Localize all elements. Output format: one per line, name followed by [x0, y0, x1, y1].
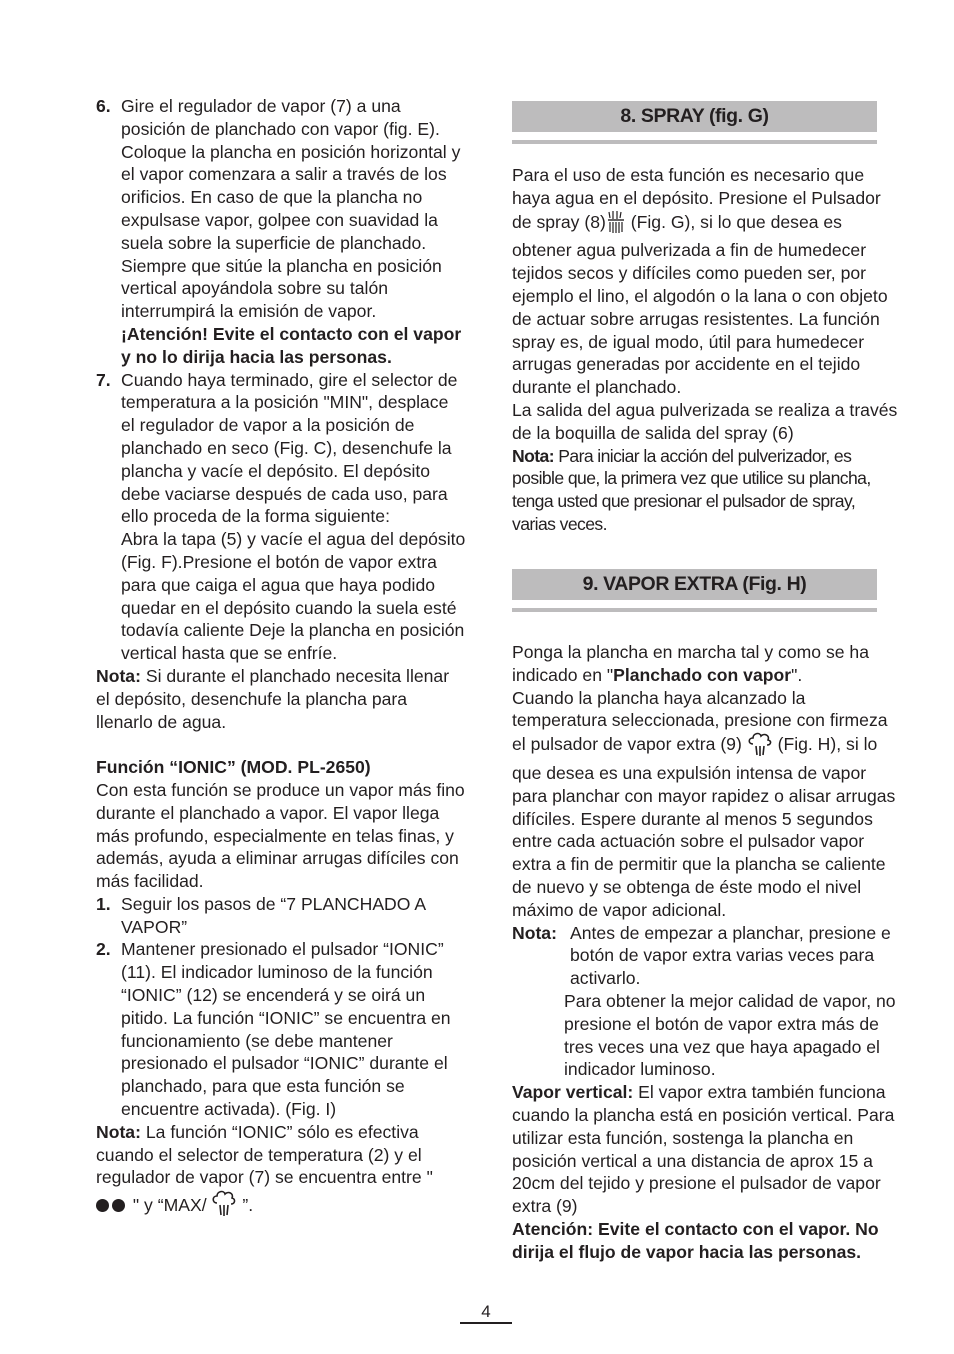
warning-text: ¡Atención! Evite el contacto con el vapor y no lo dirija hacia las personas. [121, 323, 462, 367]
spray-icon [606, 210, 626, 240]
left-column [96, 95, 466, 1223]
note-text-2: Para obtener la mejor calidad de vapor, no presione el botón de vapor extra más de tres veces una vez que haya apagado el indicador luminoso. [564, 990, 896, 1080]
spray-text-b: (Fig. G), si lo que desea es obtener agua pulverizada a fin de humedecer tejidos secos y difíciles como pueden ser, por ejemplo el lino, el algodón o la lana o con objeto de actuar sobre arrugas resistentes. La función spray es, de igual modo, útil para humedecer arrugas generadas por accidente en el tejido durante el planchado. [512, 211, 888, 398]
step-text: Seguir los pasos de “7 PLANCHADO A VAPOR” [121, 893, 426, 937]
vapor-extra-heading: 9. VAPOR EXTRA (Fig. H) [512, 569, 877, 600]
step-7 [96, 369, 466, 665]
spray-heading: 8. SPRAY (fig. G) [512, 101, 877, 132]
ionic-heading: Función “IONIC” (MOD. PL-2650) [96, 757, 371, 778]
ionic-note [96, 1121, 466, 1223]
vapor-text: Cuando la plancha haya alcanzado la temperatura seleccionada, presione con firmeza el pulsador de vapor extra (9) [512, 687, 888, 755]
spray-section [512, 164, 902, 536]
spray-paragraph-2: La salida del agua pulverizada se realiza a través de la boquilla de salida del spray (6) [512, 399, 898, 443]
warning-text: Atención: Evite el contacto con el vapor. No dirija el flujo de vapor hacia las personas. [512, 1218, 879, 1262]
vapor-text: ". [791, 664, 803, 685]
note-text: La función “IONIC” sólo es efectiva cuando el selector de temperatura (2) y el regulador de vapor (7) se encuentra entre " [96, 1121, 433, 1188]
note-text: Antes de empezar a planchar, presione e botón de vapor extra varias veces para activarlo. [570, 922, 891, 989]
page-number: 4 [481, 1302, 491, 1321]
vertical-label: Vapor vertical: [512, 1082, 634, 1103]
note-label: Nota: [96, 665, 141, 686]
vapor-extra-section [512, 641, 902, 1264]
ionic-step-2 [96, 938, 466, 1120]
heading-rule [512, 140, 877, 144]
steam-icon [211, 1189, 237, 1223]
ionic-intro: Con esta función se produce un vapor más fino durante el planchado a vapor. El vapor llega más profundo, especialmente en telas finas, y además, ayuda a eliminar arrugas difíciles con más facilidad. [96, 779, 465, 892]
step-6 [96, 95, 466, 369]
note-text: Si durante el planchado necesita llenar el depósito, desenchufe la plancha para llenarlo de agua. [96, 665, 450, 732]
vapor-paragraph-2 [512, 687, 902, 922]
ionic-step-1 [96, 893, 466, 939]
step-number: 2. [96, 939, 111, 960]
step-text: Mantener presionado el pulsador “IONIC” (11). El indicador luminoso de la función “IONIC” (12) se encenderá y se oirá un pitido. La función “IONIC” se encuentra en funcionamiento (se debe mantener presionado el pulsador “IONIC” durante el planchado, para que esta función se encuentre activada). (Fig. I) [121, 939, 451, 1120]
note-text-end: ”. [237, 1195, 254, 1216]
vapor-paragraph-1 [512, 641, 902, 687]
step-text-continued: Abra la tapa (5) y vacíe el agua del depósito (Fig. F).Presione el botón de vapor extra para que caiga el agua que haya podido quedar en el depósito cuando la suela esté todavía caliente Deje la plancha en posición vertical hasta que se enfríe. [121, 529, 466, 664]
note-text: Para iniciar la acción del pulverizador, es posible que, la primera vez que utilice su plancha, tenga usted que presionar el pulsador de spray, varias veces. [512, 445, 871, 534]
vapor-text-bold: Planchado con vapor [613, 664, 792, 685]
vertical-text: El vapor extra también funciona cuando la plancha está en posición vertical. Para utilizar esta función, sostenga la plancha en posición vertical a una distancia de aprox 15 a 20cm del tejido y presione el pulsador de vapor extra (9) [512, 1082, 895, 1217]
step-text: Cuando haya terminado, gire el selector de temperatura a la posición "MIN", desplace el regulador de vapor a la posición de planchado en seco (Fig. C), desenchufe la plancha y vacíe el depósito. El depósito debe vaciarse después de cada uso, para ello proceda de la forma siguiente: [121, 369, 458, 527]
note-label: Nota: [512, 445, 554, 466]
note-text-mid: " y “MAX/ [128, 1195, 212, 1216]
steam-icon [747, 732, 773, 762]
note-label: Nota: [96, 1121, 141, 1142]
page-number-rule [460, 1322, 512, 1324]
vertical-steam [512, 1081, 902, 1218]
step-text: Gire el regulador de vapor (7) a una posición de planchado con vapor (fig. E). Coloque la plancha en posición horizontal y el vapor comenzara a salir a través de los orificios. En caso de que la plancha no expulsase vapor, golpee con suavidad la suela sobre la superficie de planchado. Siempre que sitúe la plancha en posición vertical apoyándola sobre su talón interrumpirá la emisión de vapor. [121, 96, 461, 322]
note [96, 665, 466, 733]
dot-icon [96, 1195, 128, 1215]
spray-paragraph [512, 164, 902, 399]
vapor-text: Ponga la plancha en marcha tal y como se ha indicado en " [512, 642, 869, 685]
step-number: 1. [96, 893, 111, 914]
step-number: 6. [96, 96, 111, 116]
heading-rule [512, 608, 877, 612]
spray-note [512, 445, 902, 536]
note-label: Nota: [512, 922, 557, 943]
vapor-note [512, 922, 902, 990]
vapor-text: (Fig. H), si lo que desea es una expulsión intensa de vapor para planchar con mayor rapidez o alisar arrugas difíciles. Espere durante al menos 5 segundos entre cada actuación sobre el pulsador vapor extra a fin de permitir que la plancha se caliente de nuevo y se obtenga de éste modo el nivel máximo de vapor adicional. [512, 734, 896, 920]
spray-text-a: Para el uso de esta función es necesario que haya agua en el depósito. Presione el Pulsador de spray (8) [512, 165, 881, 232]
step-number: 7. [96, 369, 111, 390]
